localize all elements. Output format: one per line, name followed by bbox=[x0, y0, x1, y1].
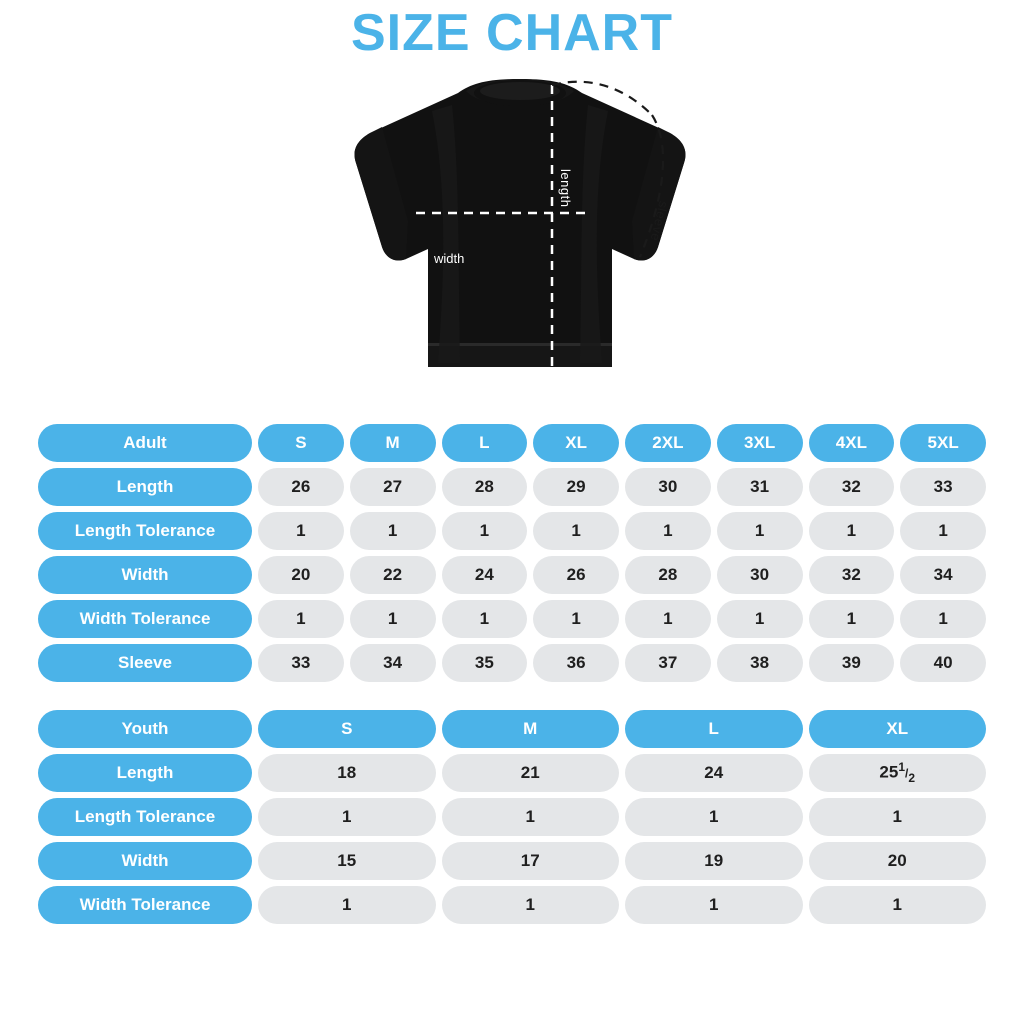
adult-row-label-width-tolerance: Width Tolerance bbox=[38, 600, 252, 638]
adult-sleeve-5xl: 40 bbox=[900, 644, 986, 682]
sweatshirt-graphic bbox=[340, 71, 700, 411]
adult-col-s: S bbox=[258, 424, 344, 462]
youth-length-tol-l: 1 bbox=[625, 798, 803, 836]
adult-size-table bbox=[32, 418, 992, 688]
youth-length-xl: $25^1/_2$ bbox=[809, 754, 987, 792]
table-row bbox=[38, 424, 986, 462]
youth-row-label-width: Width bbox=[38, 842, 252, 880]
youth-col-l: L bbox=[625, 710, 803, 748]
adult-length-xl: 29 bbox=[533, 468, 619, 506]
youth-width-tol-s: 1 bbox=[258, 886, 436, 924]
adult-length-tol-s: 1 bbox=[258, 512, 344, 550]
table-row bbox=[38, 886, 986, 924]
table-row bbox=[38, 600, 986, 638]
table-row bbox=[38, 710, 986, 748]
adult-length-s: 26 bbox=[258, 468, 344, 506]
adult-length-m: 27 bbox=[350, 468, 436, 506]
youth-length-tol-xl: 1 bbox=[809, 798, 987, 836]
youth-width-m: 17 bbox=[442, 842, 620, 880]
table-row bbox=[38, 798, 986, 836]
youth-width-l: 19 bbox=[625, 842, 803, 880]
adult-width-4xl: 32 bbox=[809, 556, 895, 594]
adult-length-tol-2xl: 1 bbox=[625, 512, 711, 550]
youth-width-xl: 20 bbox=[809, 842, 987, 880]
table-row bbox=[38, 468, 986, 506]
adult-length-2xl: 30 bbox=[625, 468, 711, 506]
adult-length-tol-m: 1 bbox=[350, 512, 436, 550]
adult-width-xl: 26 bbox=[533, 556, 619, 594]
adult-width-tol-l: 1 bbox=[442, 600, 528, 638]
adult-sleeve-l: 35 bbox=[442, 644, 528, 682]
adult-width-tol-3xl: 1 bbox=[717, 600, 803, 638]
youth-size-table bbox=[32, 704, 992, 930]
youth-length-m: 21 bbox=[442, 754, 620, 792]
adult-col-xl: XL bbox=[533, 424, 619, 462]
youth-length-l: 24 bbox=[625, 754, 803, 792]
adult-length-3xl: 31 bbox=[717, 468, 803, 506]
adult-width-tol-2xl: 1 bbox=[625, 600, 711, 638]
youth-col-s: S bbox=[258, 710, 436, 748]
table-row bbox=[38, 512, 986, 550]
youth-col-xl: XL bbox=[809, 710, 987, 748]
adult-sleeve-3xl: 38 bbox=[717, 644, 803, 682]
adult-col-m: M bbox=[350, 424, 436, 462]
adult-sleeve-2xl: 37 bbox=[625, 644, 711, 682]
adult-sleeve-4xl: 39 bbox=[809, 644, 895, 682]
adult-row-label-length: Length bbox=[38, 468, 252, 506]
sleeve-label: sleeve bbox=[647, 199, 672, 243]
adult-row-label-width: Width bbox=[38, 556, 252, 594]
adult-sleeve-m: 34 bbox=[350, 644, 436, 682]
youth-corner-label: Youth bbox=[38, 710, 252, 748]
table-row bbox=[38, 644, 986, 682]
youth-row-label-length-tolerance: Length Tolerance bbox=[38, 798, 252, 836]
adult-length-tol-3xl: 1 bbox=[717, 512, 803, 550]
adult-width-tol-4xl: 1 bbox=[809, 600, 895, 638]
youth-width-s: 15 bbox=[258, 842, 436, 880]
adult-width-tol-m: 1 bbox=[350, 600, 436, 638]
adult-length-4xl: 32 bbox=[809, 468, 895, 506]
youth-width-tol-xl: 1 bbox=[809, 886, 987, 924]
adult-width-3xl: 30 bbox=[717, 556, 803, 594]
table-row bbox=[38, 842, 986, 880]
adult-width-tol-5xl: 1 bbox=[900, 600, 986, 638]
adult-length-5xl: 33 bbox=[900, 468, 986, 506]
youth-width-tol-l: 1 bbox=[625, 886, 803, 924]
adult-row-label-length-tolerance: Length Tolerance bbox=[38, 512, 252, 550]
garment-illustration bbox=[0, 61, 1024, 416]
size-tables bbox=[0, 418, 1024, 930]
width-label: width bbox=[434, 250, 465, 266]
youth-width-tol-m: 1 bbox=[442, 886, 620, 924]
adult-sleeve-s: 33 bbox=[258, 644, 344, 682]
youth-length-tol-s: 1 bbox=[258, 798, 436, 836]
youth-length-s: 18 bbox=[258, 754, 436, 792]
adult-corner-label: Adult bbox=[38, 424, 252, 462]
adult-length-tol-xl: 1 bbox=[533, 512, 619, 550]
adult-col-l: L bbox=[442, 424, 528, 462]
adult-col-5xl: 5XL bbox=[900, 424, 986, 462]
table-row bbox=[38, 754, 986, 792]
adult-width-l: 24 bbox=[442, 556, 528, 594]
adult-row-label-sleeve: Sleeve bbox=[38, 644, 252, 682]
adult-length-tol-4xl: 1 bbox=[809, 512, 895, 550]
youth-row-label-length: Length bbox=[38, 754, 252, 792]
adult-col-2xl: 2XL bbox=[625, 424, 711, 462]
adult-length-l: 28 bbox=[442, 468, 528, 506]
adult-width-5xl: 34 bbox=[900, 556, 986, 594]
adult-width-tol-xl: 1 bbox=[533, 600, 619, 638]
adult-width-2xl: 28 bbox=[625, 556, 711, 594]
adult-sleeve-xl: 36 bbox=[533, 644, 619, 682]
page-title: SIZE CHART bbox=[351, 4, 673, 62]
youth-row-label-width-tolerance: Width Tolerance bbox=[38, 886, 252, 924]
adult-width-m: 22 bbox=[350, 556, 436, 594]
table-row bbox=[38, 556, 986, 594]
adult-width-s: 20 bbox=[258, 556, 344, 594]
adult-col-4xl: 4XL bbox=[809, 424, 895, 462]
youth-length-tol-m: 1 bbox=[442, 798, 620, 836]
youth-col-m: M bbox=[442, 710, 620, 748]
adult-length-tol-l: 1 bbox=[442, 512, 528, 550]
length-label: length bbox=[558, 168, 573, 208]
adult-width-tol-s: 1 bbox=[258, 600, 344, 638]
adult-col-3xl: 3XL bbox=[717, 424, 803, 462]
adult-length-tol-5xl: 1 bbox=[900, 512, 986, 550]
